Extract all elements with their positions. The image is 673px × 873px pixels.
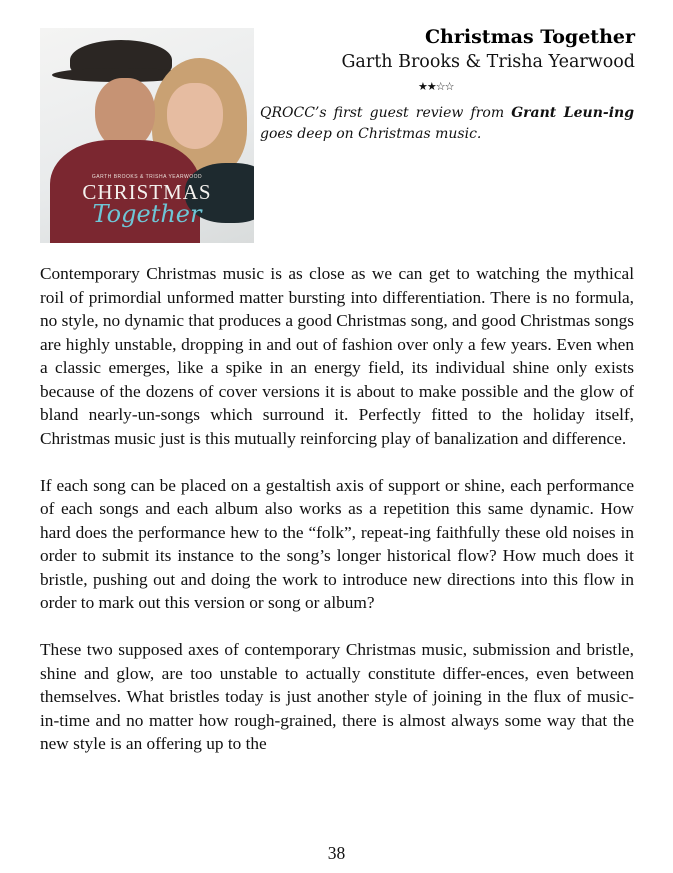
subtitle-intro: QROCC’s first guest review from bbox=[260, 105, 512, 121]
cover-title-christmas: CHRISTMAS bbox=[82, 180, 212, 204]
review-title: Christmas Together bbox=[424, 26, 635, 48]
review-subtitle bbox=[260, 103, 634, 145]
album-cover bbox=[40, 28, 254, 243]
star-rating: ★★☆☆ bbox=[418, 80, 454, 93]
paragraph: These two supposed axes of contemporary Christmas music, submission and bristle, shine and glow, are too unstable to actually constitute differ-ences, even between themselves. What bristles today is just another style of joining in the flux of music-in-time and no matter how rough-grained, there is almost always some way that the new style is an offering up to the bbox=[40, 640, 634, 753]
paragraph: If each song can be placed on a gestaltish axis of support or shine, each performance of each songs and each album also works as a repetition this same dynamic. How hard does the performance hew to the “folk”, repeat-ing faithfully these old noises in order to submit its instance to the song’s longer historical flow? How much does it bristle, pushing out and doing the work to introduce new directions into this flow in order to mark out this version or song or album? bbox=[40, 475, 634, 612]
review-body bbox=[40, 262, 634, 779]
review-artist: Garth Brooks & Trisha Yearwood bbox=[341, 52, 635, 72]
cover-artist-line: GARTH BROOKS & TRISHA YEARWOOD bbox=[91, 174, 203, 180]
subtitle-outro: goes deep on Christmas music. bbox=[260, 126, 482, 142]
page-number: 38 bbox=[327, 843, 346, 863]
reviewer-name: Grant Leun-ing bbox=[511, 105, 634, 121]
face-shape-right bbox=[167, 83, 223, 149]
paragraph: Contemporary Christmas music is as close as we can get to watching the mythical roil of primordial unformed matter bursting into differentiation. There is no formula, no style, no dynamic that produces a good Christmas song, and good Christmas songs are highly unstable, dropping in and out of fashion over only a few years. Even when a classic emerges, like a spike in an energy field, its individual shine only exists because of the dozens of cover versions it is about to make possible and the glow of bland nearly-un-songs which surround it. Perfectly fitted to the holiday itself, Christmas music just is this mutually reinforcing play of banalization and difference. bbox=[40, 264, 634, 448]
cover-title-together: Together bbox=[92, 200, 202, 228]
